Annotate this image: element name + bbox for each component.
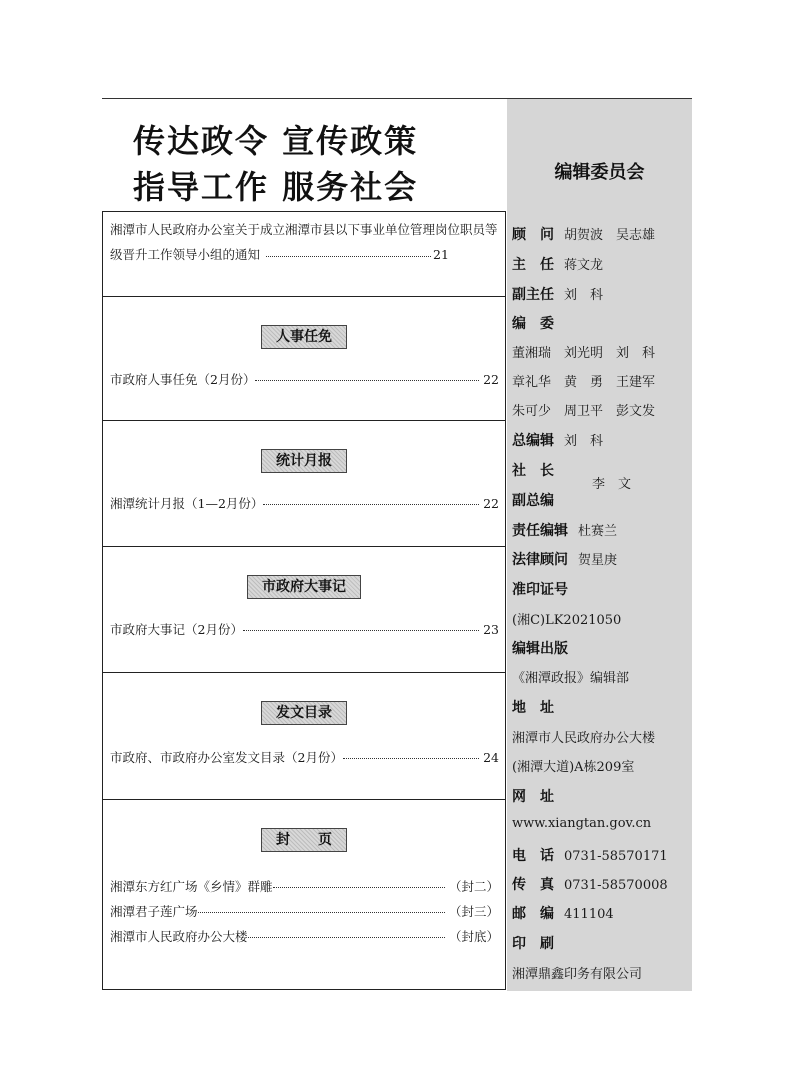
postcode-label: 邮 编 bbox=[512, 906, 554, 922]
board-phone bbox=[512, 845, 668, 865]
toc-section-personnel bbox=[103, 297, 505, 421]
board-printer-value: 湘潭鼎鑫印务有限公司 bbox=[512, 967, 643, 982]
leader-dots bbox=[343, 745, 479, 759]
deputy-label: 副主任 bbox=[512, 287, 554, 303]
resp-editor-label: 责任编辑 bbox=[512, 523, 568, 539]
advisor-label: 顾 问 bbox=[512, 227, 554, 243]
leader-dots bbox=[263, 491, 479, 505]
section-tag: 人事任免 bbox=[261, 325, 347, 349]
board-permit-value: (湘C)LK2021050 bbox=[512, 613, 622, 628]
board-postcode bbox=[512, 903, 614, 923]
toc-entry[interactable] bbox=[110, 924, 499, 949]
advisor-value: 胡贺波 吴志雄 bbox=[564, 228, 656, 243]
board-chief-editor bbox=[512, 430, 603, 450]
section-tag: 发文目录 bbox=[261, 701, 347, 725]
toc-section-covers bbox=[103, 800, 505, 990]
board-director bbox=[512, 254, 603, 274]
section-tag: 统计月报 bbox=[261, 449, 347, 473]
toc-section-documents bbox=[103, 673, 505, 800]
toc-section-notice bbox=[103, 212, 505, 297]
toc-entry-page: 23 bbox=[483, 622, 499, 637]
director-label: 主 任 bbox=[512, 257, 554, 273]
chief-editor-value: 刘 科 bbox=[564, 434, 604, 449]
board-website-link[interactable]: www.xiangtan.gov.cn bbox=[512, 816, 652, 831]
toc-entry[interactable] bbox=[110, 899, 499, 924]
toc-entry-page: 22 bbox=[483, 496, 499, 511]
toc-entry-title: 湘潭统计月报（1—2月份） bbox=[110, 496, 264, 511]
board-deputy bbox=[512, 284, 603, 304]
leader-dots bbox=[273, 874, 445, 888]
slogan-line-2: 指导工作 服务社会 bbox=[133, 168, 419, 206]
toc-entry-title: 市政府人事任免（2月份） bbox=[110, 372, 256, 387]
section-tag: 封 页 bbox=[261, 828, 347, 852]
toc-entry-page: （封三） bbox=[448, 904, 499, 919]
board-members-heading bbox=[512, 313, 554, 333]
table-of-contents bbox=[102, 211, 506, 990]
toc-entry[interactable] bbox=[110, 874, 499, 899]
members-label: 编 委 bbox=[512, 316, 554, 332]
section-tag: 市政府大事记 bbox=[247, 575, 361, 599]
leader-dots bbox=[243, 617, 479, 631]
fax-value: 0731-58570008 bbox=[564, 878, 668, 893]
chief-editor-label: 总编辑 bbox=[512, 433, 554, 449]
board-address-label: 地 址 bbox=[512, 700, 554, 716]
legal-label: 法律顾问 bbox=[512, 552, 568, 568]
toc-entry-notice[interactable] bbox=[110, 217, 505, 267]
board-publisher-value: 《湘潭政报》编辑部 bbox=[512, 671, 630, 686]
toc-entry-page: 24 bbox=[483, 750, 499, 765]
toc-entry[interactable] bbox=[110, 745, 499, 770]
board-printer-label: 印 刷 bbox=[512, 936, 554, 952]
deputy-value: 刘 科 bbox=[564, 288, 604, 303]
board-members-row: 朱可少 周卫平 彭文发 bbox=[512, 404, 656, 419]
toc-entry-title: 市政府大事记（2月份） bbox=[110, 622, 243, 637]
postcode-value: 411104 bbox=[564, 907, 614, 922]
toc-entry-title: 湘潭市人民政府办公大楼 bbox=[110, 929, 248, 944]
board-permit-label: 准印证号 bbox=[512, 582, 568, 598]
board-members-row: 董湘瑞 刘光明 刘 科 bbox=[512, 346, 656, 361]
toc-entry-page: （封二） bbox=[448, 879, 499, 894]
board-website-label: 网 址 bbox=[512, 789, 554, 805]
board-advisor bbox=[512, 224, 655, 244]
board-title: 编辑委员会 bbox=[554, 162, 645, 183]
toc-entry-page: 22 bbox=[483, 372, 499, 387]
board-deputy-chief-label: 副总编 bbox=[512, 493, 554, 509]
resp-editor-value: 杜赛兰 bbox=[578, 524, 618, 539]
leader-dots bbox=[248, 924, 445, 938]
toc-entry-page: （封底） bbox=[448, 929, 499, 944]
board-fax bbox=[512, 874, 668, 894]
toc-entry[interactable] bbox=[110, 491, 499, 516]
phone-value: 0731-58570171 bbox=[564, 849, 668, 864]
toc-entry[interactable] bbox=[110, 367, 499, 392]
toc-section-statistics bbox=[103, 421, 505, 547]
board-responsible-editor bbox=[512, 520, 617, 540]
board-members-row: 章礼华 黄 勇 王建军 bbox=[512, 375, 656, 390]
toc-entry-title: 湘潭东方红广场《乡情》群雕 bbox=[110, 879, 273, 894]
board-address-line: 湘潭市人民政府办公大楼 bbox=[512, 731, 656, 746]
board-president-label: 社 长 bbox=[512, 463, 554, 479]
toc-entry-title: 市政府、市政府办公室发文目录（2月份） bbox=[110, 750, 343, 765]
board-address-line: (湘潭大道)A栋209室 bbox=[512, 760, 635, 775]
director-value: 蒋文龙 bbox=[564, 258, 604, 273]
board-president-value: 李 文 bbox=[592, 477, 632, 492]
toc-section-events bbox=[103, 547, 505, 673]
toc-entry-page: 21 bbox=[433, 247, 449, 262]
toc-entry-title: 湘潭市人民政府办公室关于成立湘潭市县以下事业单位管理岗位职员等级晋升工作领导小组的通知 bbox=[110, 222, 498, 262]
toc-entry[interactable] bbox=[110, 617, 499, 642]
toc-entry-title: 湘潭君子莲广场 bbox=[110, 904, 198, 919]
leader-dots bbox=[266, 255, 431, 257]
board-publisher-label: 编辑出版 bbox=[512, 641, 568, 657]
board-legal-advisor bbox=[512, 549, 617, 569]
legal-value: 贺星庚 bbox=[578, 553, 618, 568]
leader-dots bbox=[255, 367, 479, 381]
slogan-line-1: 传达政令 宣传政策 bbox=[133, 122, 419, 160]
leader-dots bbox=[198, 899, 445, 913]
fax-label: 传 真 bbox=[512, 877, 554, 893]
phone-label: 电 话 bbox=[512, 848, 554, 864]
